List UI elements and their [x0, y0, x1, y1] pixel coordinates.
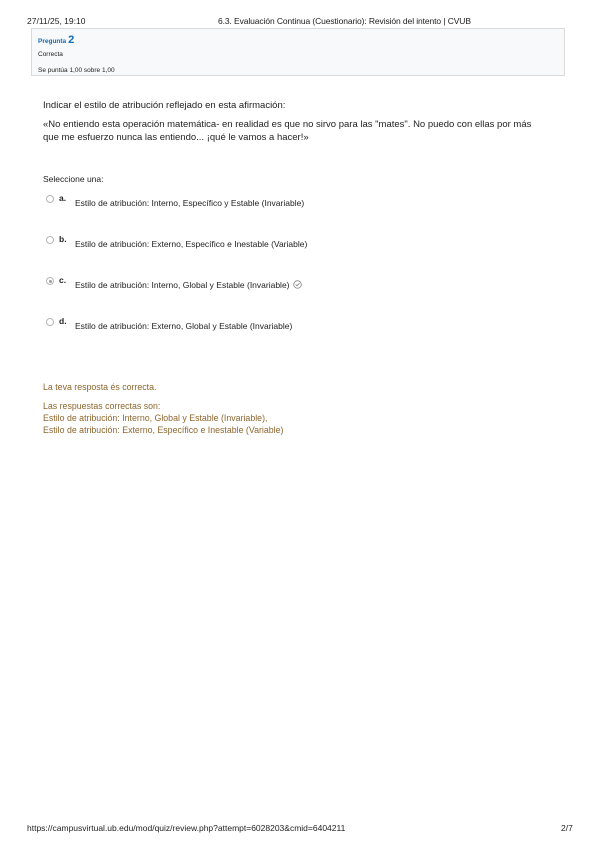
- question-prompt: Indicar el estilo de atribución reflejado en esta afirmación:: [43, 100, 286, 111]
- option-text-c-wrap: [75, 280, 302, 290]
- answer-option-c[interactable]: [46, 275, 506, 291]
- answer-option-a[interactable]: [46, 193, 506, 209]
- radio-option-b[interactable]: [46, 236, 54, 244]
- feedback-answer-2: Estilo de atribución: Externo, Específico e Inestable (Variable): [43, 425, 284, 435]
- option-letter-d: d.: [59, 316, 67, 326]
- question-quote: «No entiendo esta operación matemática- en realidad es que no sirvo para las "mates". No puedo con ellas por más que me esfuerzo nunca las entiendo... ¡qué le vamos a hacer!»: [43, 119, 532, 143]
- question-state: Correcta: [38, 51, 63, 58]
- feedback-result: La teva resposta és correcta.: [43, 382, 157, 392]
- answer-option-b[interactable]: [46, 234, 506, 250]
- feedback-correct-label: Las respuestas correctas son:: [43, 401, 161, 411]
- print-footer-page: 2/7: [561, 823, 573, 833]
- print-footer-url: https://campusvirtual.ub.edu/mod/quiz/review.php?attempt=6028203&cmid=6404211: [27, 823, 346, 833]
- option-text-c: Estilo de atribución: Interno, Global y Estable (Invariable): [75, 280, 290, 290]
- radio-option-d[interactable]: [46, 318, 54, 326]
- question-label: Pregunta: [38, 38, 67, 45]
- option-text-a: Estilo de atribución: Interno, Específico y Estable (Invariable): [75, 198, 305, 208]
- answer-option-d[interactable]: [46, 316, 506, 332]
- question-grade: Se puntúa 1,00 sobre 1,00: [38, 67, 115, 74]
- option-letter-b: b.: [59, 234, 67, 244]
- option-letter-c: c.: [59, 275, 67, 285]
- radio-option-c[interactable]: [46, 277, 54, 285]
- option-text-b: Estilo de atribución: Externo, Específico e Inestable (Variable): [75, 239, 308, 249]
- print-header-datetime: 27/11/25, 19:10: [27, 16, 86, 26]
- option-letter-a: a.: [59, 193, 67, 203]
- select-one-label: Seleccione una:: [43, 174, 104, 184]
- print-header-title: 6.3. Evaluación Continua (Cuestionario): Revisión del intento | CVUB: [218, 16, 471, 26]
- feedback-answer-1: Estilo de atribución: Interno, Global y Estable (Invariable),: [43, 413, 268, 423]
- radio-option-a[interactable]: [46, 195, 54, 203]
- option-text-d: Estilo de atribución: Externo, Global y Estable (Invariable): [75, 321, 293, 331]
- check-circle-icon: [293, 280, 302, 289]
- question-number: [38, 34, 74, 46]
- question-number-value: 2: [68, 34, 75, 46]
- question-info-box: [31, 28, 565, 76]
